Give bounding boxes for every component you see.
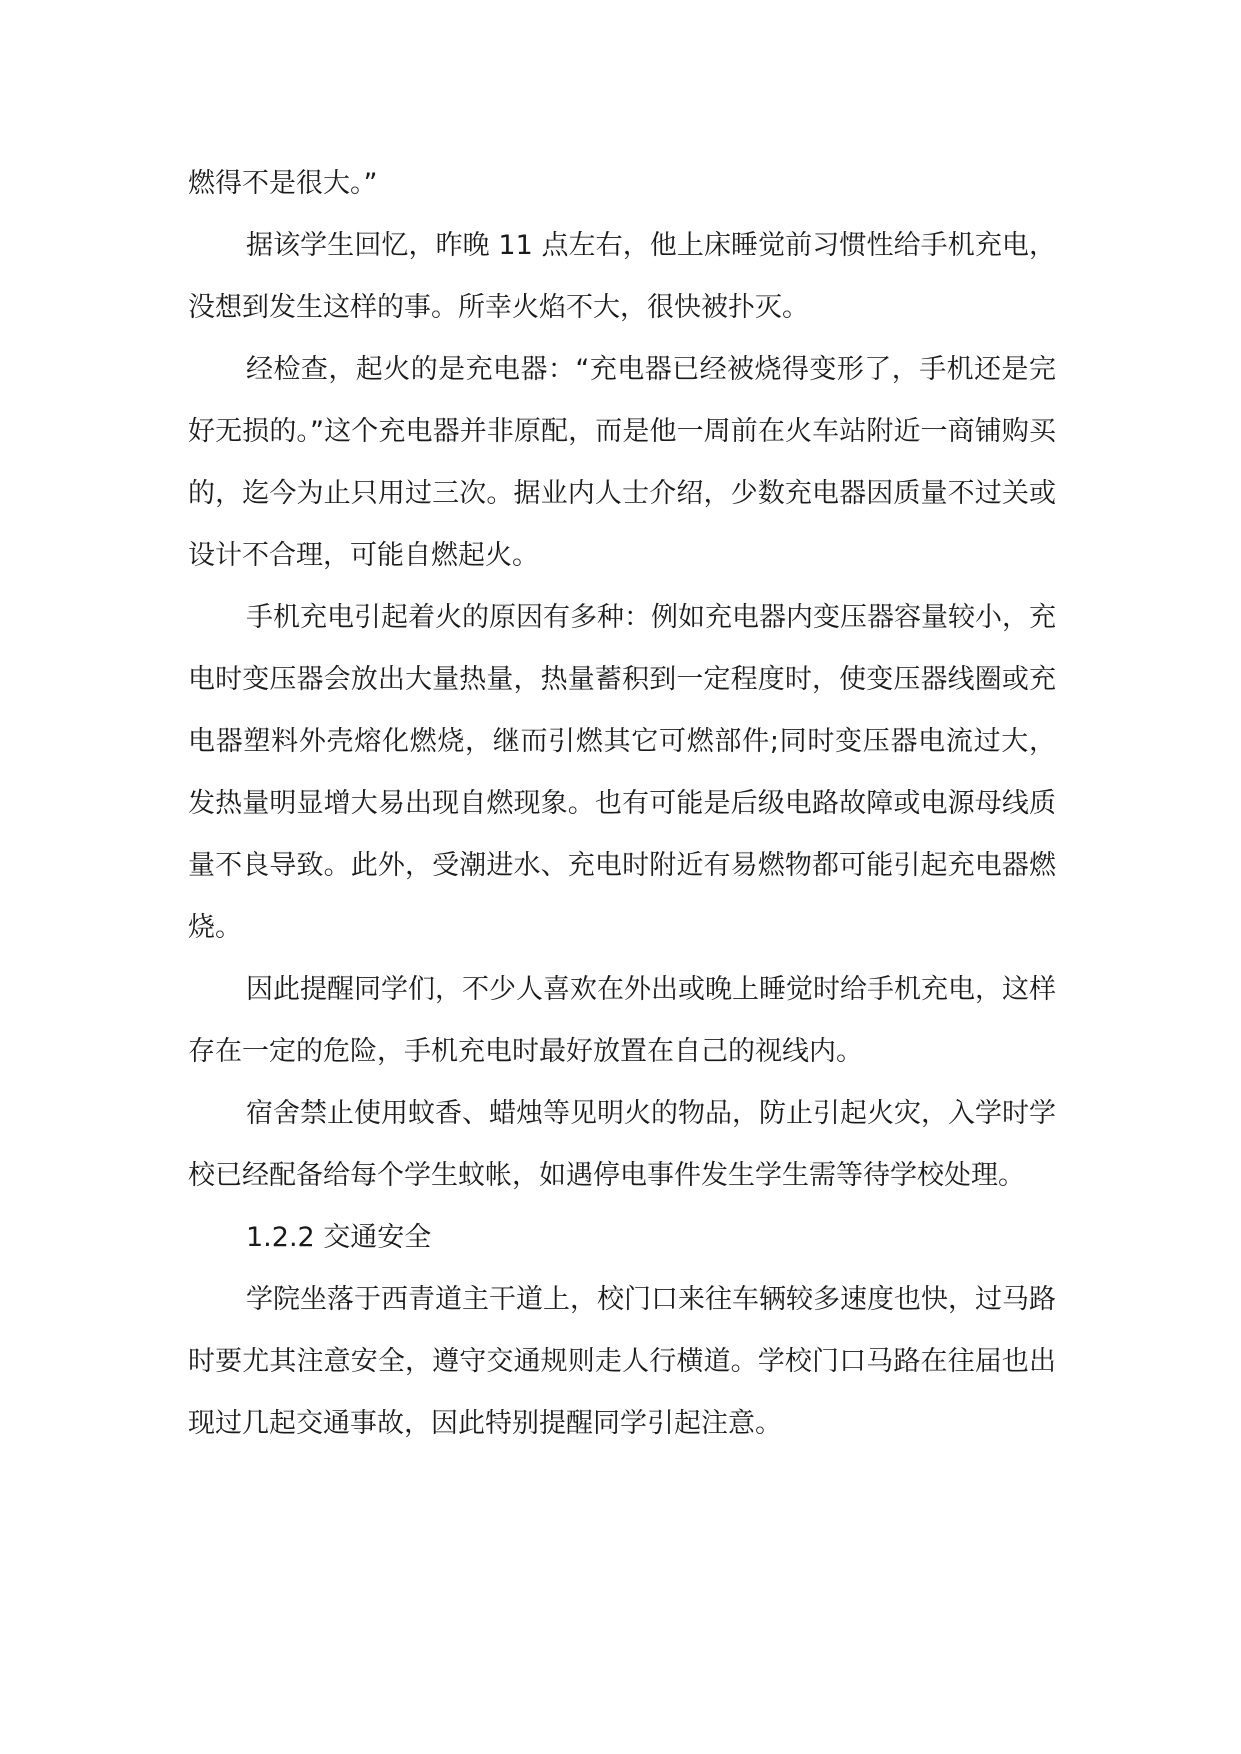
section-heading: 1.2.2 交通安全 — [246, 1222, 432, 1253]
paragraph-dormitory-rules: 宿舍禁止使用蚊香、蜡烛等见明火的物品，防止引起火灾，入学时学校已经配备给每个学生蚊帐，如遇停电事件发生学生需等待学校处理。 — [188, 1098, 1056, 1191]
paragraph-reminder: 因此提醒同学们，不少人喜欢在外出或晚上睡觉时给手机充电，这样存在一定的危险，手机充电时最好放置在自己的视线内。 — [188, 974, 1056, 1067]
paragraph-charger-inspection: 经检查，起火的是充电器：“充电器已经被烧得变形了，手机还是完好无损的。”这个充电器并非原配，而是他一周前在火车站附近一商铺购买的，迄今为止只用过三次。据业内人士介绍，少数充电器因质量不过关或设计不合理，可能自燃起火。 — [188, 354, 1056, 571]
document-body — [188, 153, 1056, 1455]
paragraph-student-recollection: 据该学生回忆，昨晚 11 点左右，他上床睡觉前习惯性给手机充电，没想到发生这样的事。所幸火焰不大，很快被扑灭。 — [188, 230, 1056, 323]
paragraph-fire-causes: 手机充电引起着火的原因有多种：例如充电器内变压器容量较小，充电时变压器会放出大量热量，热量蓄积到一定程度时，使变压器线圈或充电器塑料外壳熔化燃烧，继而引燃其它可燃部件;同时变压器电流过大，发热量明显增大易出现自燃现象。也有可能是后级电路故障或电源母线质量不良导致。此外，受潮进水、充电时附近有易燃物都可能引起充电器燃烧。 — [188, 602, 1056, 943]
paragraph-continuation: 燃得不是很大。” — [188, 168, 378, 199]
paragraph-traffic-safety: 学院坐落于西青道主干道上，校门口来往车辆较多速度也快，过马路时要尤其注意安全，遵守交通规则走人行横道。学校门口马路在往届也出现过几起交通事故，因此特别提醒同学引起注意。 — [188, 1284, 1056, 1439]
